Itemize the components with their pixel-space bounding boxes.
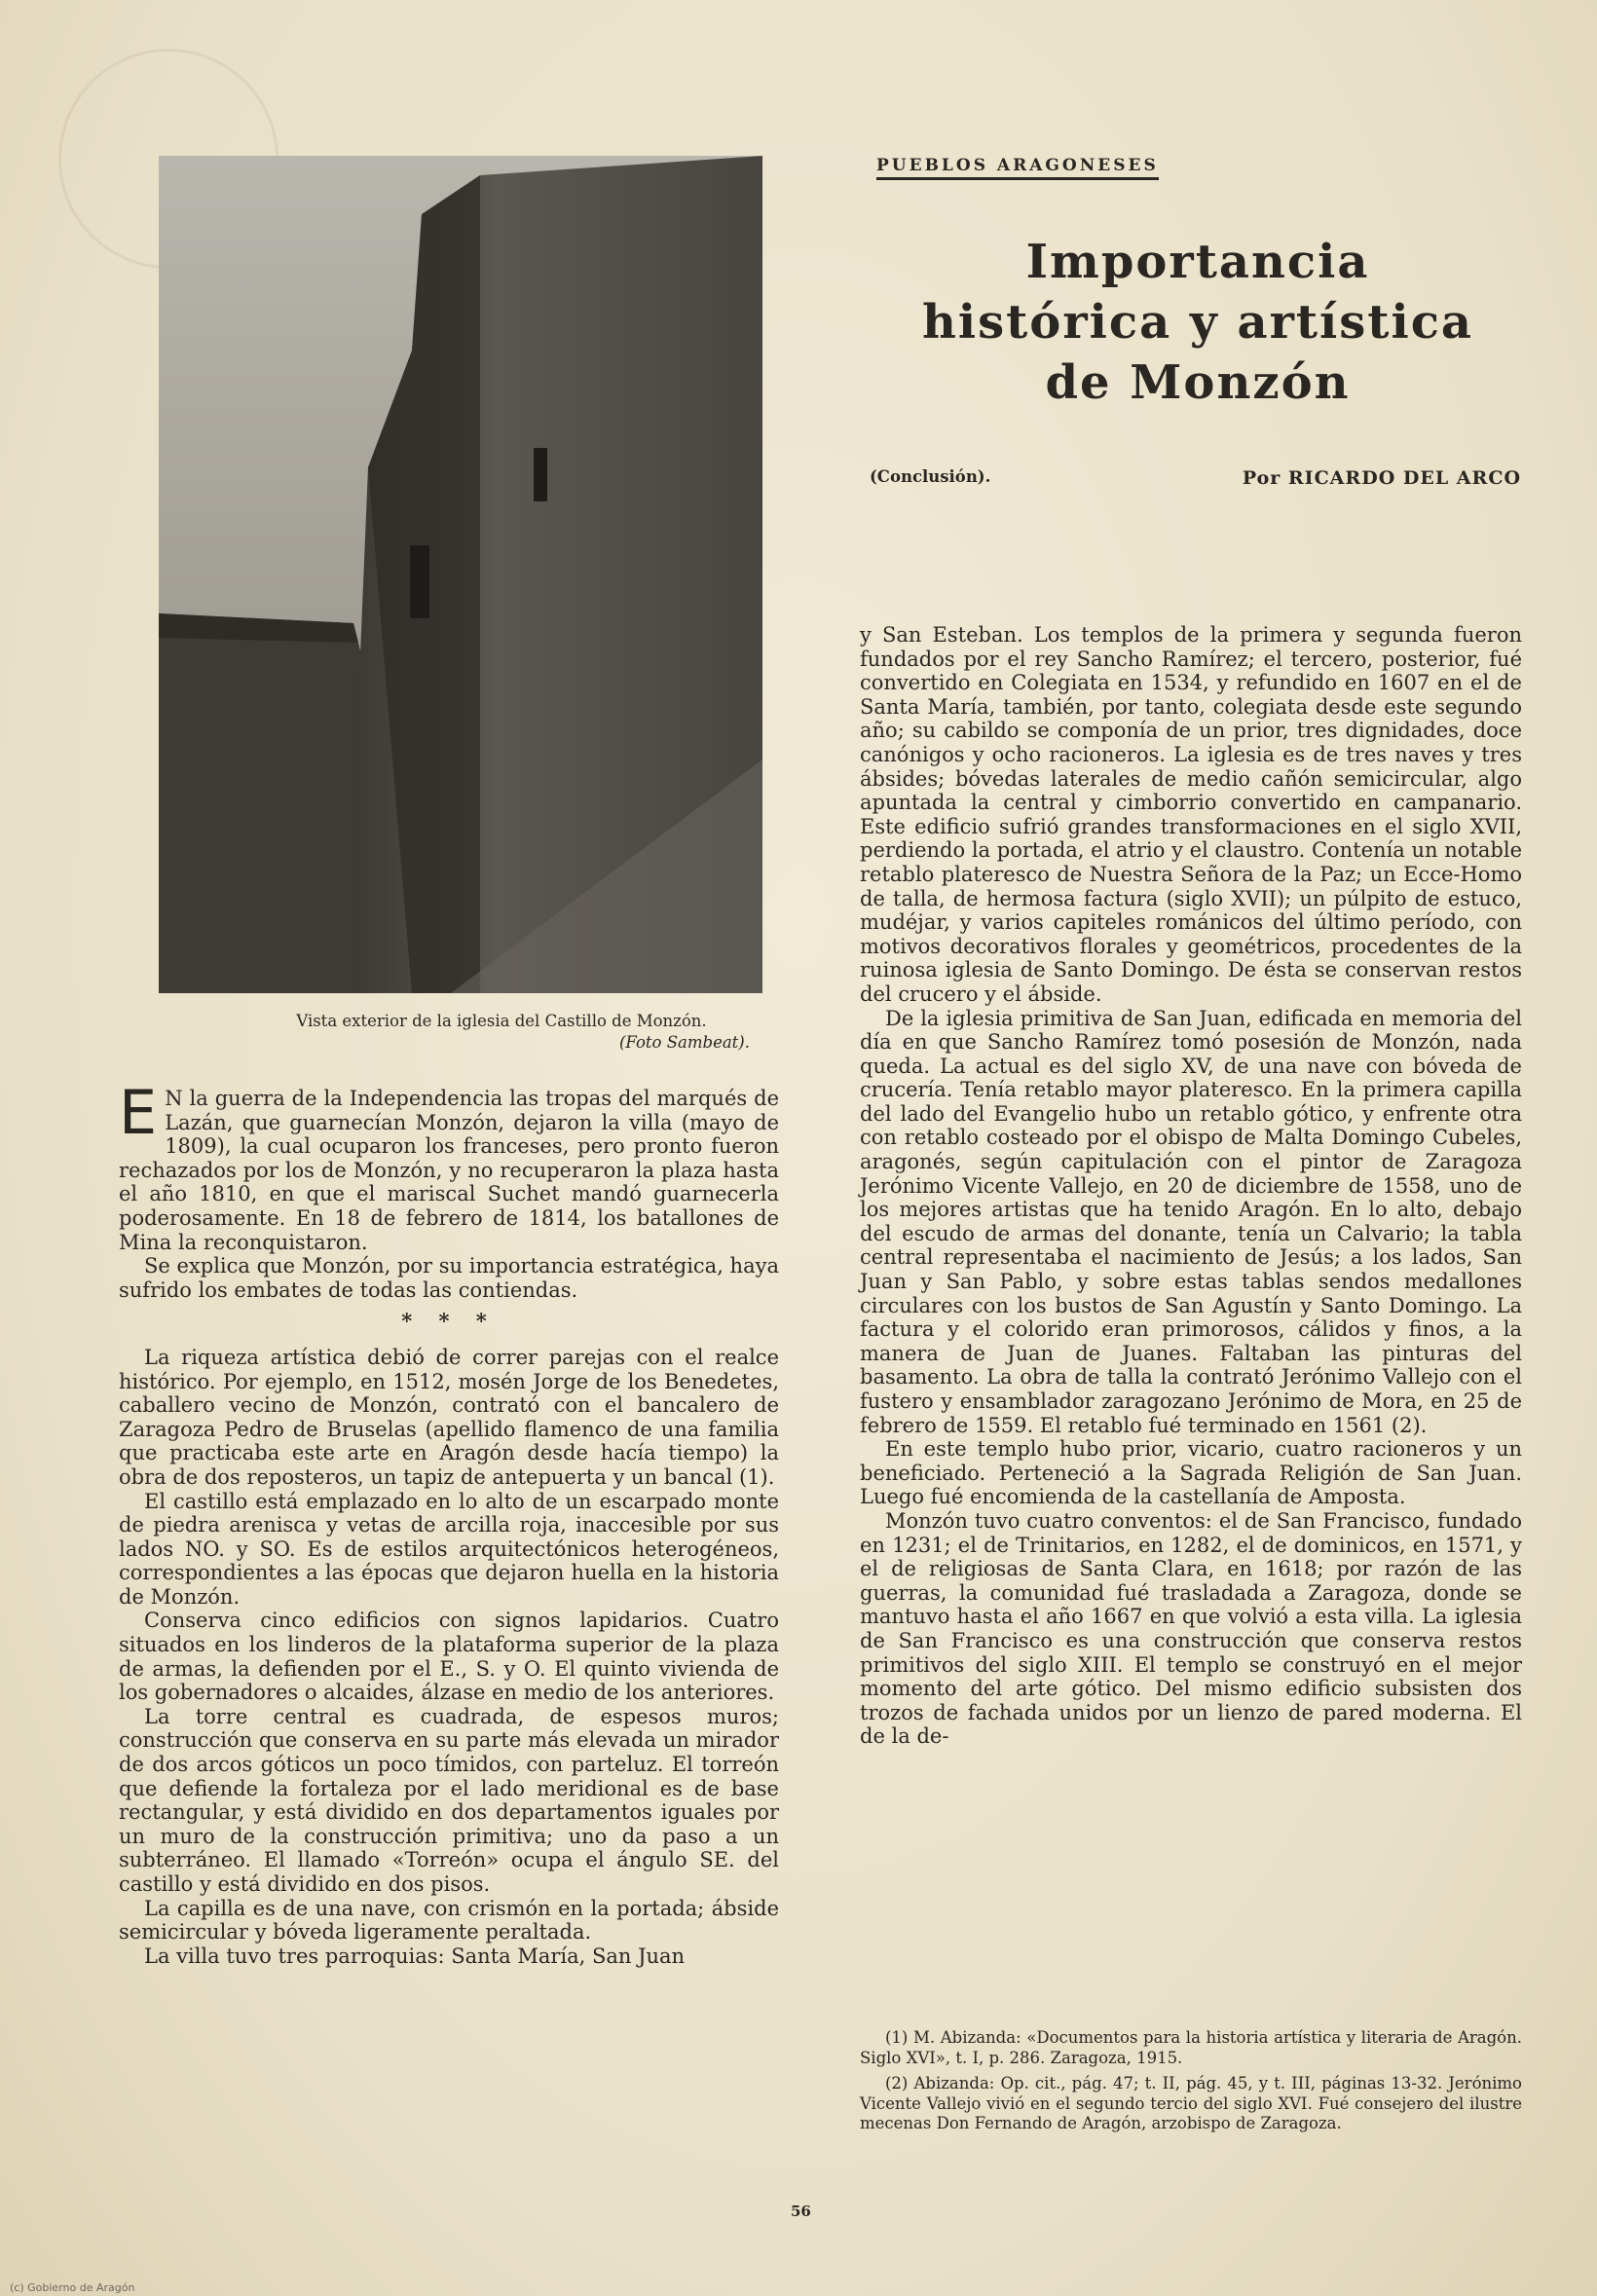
footnote-1: (1) M. Abizanda: «Documentos para la historia artística y literaria de Aragón. Siglo XVI», t. I, p. 286. Zaragoza, 1915. — [860, 2028, 1522, 2067]
footnote-2: (2) Abizanda: Op. cit., pág. 47; t. II, pág. 45, y t. III, páginas 13-32. Jerónimo Vicente Vallejo vivió en el segundo tercio del siglo XVI. Fué consejero del ilustre mecenas Don Fernando de Aragón, arzobispo de Zaragoza. — [860, 2074, 1522, 2132]
paragraph: La riqueza artística debió de correr parejas con el realce histórico. Por ejemplo, en 1512, mosén Jorge de los Benedetes, caballero vecino de Monzón, contrató con el bancalero de Zaragoza Pedro de Bruselas (apellido flamenco de una familia que practicaba este arte en Aragón desde hacía tiempo) la obra de dos reposteros, un tapiz de antepuerta y un bancal (1). — [119, 1345, 779, 1489]
photo-credit: (Foto Sambeat). — [619, 1033, 750, 1052]
article-byline: Por RICARDO DEL ARCO — [1242, 467, 1521, 489]
paragraph: De la iglesia primitiva de San Juan, edificada en memoria del día en que Sancho Ramírez tomó posesión de Monzón, nada queda. La actual es del siglo XV, de una nave con bóveda de crucería. Tenía retablo mayor plateresco. En la primera capilla del lado del Evangelio hubo un retablo gótico, y enfrente otra con retablo costeado por el obispo de Malta Domingo Cubeles, aragonés, según capitulación con el pintor de Zaragoza Jerónimo Vicente Vallejo, en 20 de diciembre de 1558, uno de los mejores artistas que ha tenido Aragón. En lo alto, debajo del escudo de armas del donante, tenía un Calvario; la tabla central representaba el nacimiento de Jesús; a los lados, San Juan y San Pablo, y sobre estas tablas sendos medallones circulares con los bustos de San Agustín y Santo Domingo. La factura y el colorido eran primorosos, cálidos y finos, a la manera de Juan de Juanes. Faltaban las pinturas del basamento. La obra de talla la contrató Jerónimo Vallejo con el fustero y ensamblador zaragozano Jerónimo de Mora, en 25 de febrero de 1559. El retablo fué terminado en 1561 (2). — [860, 1006, 1522, 1437]
title-line-2: histórica y artística — [921, 295, 1474, 350]
right-column — [860, 623, 1522, 1749]
paragraph: Monzón tuvo cuatro conventos: el de San Francisco, fundado en 1231; el de Trinitarios, en 1282, el de dominicos, en 1571, y el de religiosas de Santa Clara, en 1618; por razón de las guerras, la comunidad fué trasladada a Zaragoza, donde se mantuvo hasta el año 1667 en que volvió a esta villa. La iglesia de San Francisco es una construcción que conserva restos primitivos del siglo XIII. El templo se construyó en el mejor momento del arte gótico. Del mismo edificio subsisten dos trozos de fachada unidos por un lienzo de pared moderna. El de la de- — [860, 1508, 1522, 1749]
paragraph: Conserva cinco edificios con signos lapidarios. Cuatro situados en los linderos de la plataforma superior de la plaza de armas, la defienden por el E., S. y O. El quinto vivienda de los gobernadores o alcaides, álzase en medio de los anteriores. — [119, 1609, 779, 1705]
section-separator: * * * — [401, 1309, 497, 1334]
page-number: 56 — [791, 2203, 811, 2220]
title-line-1: Importancia — [1025, 235, 1370, 289]
paragraph: La torre central es cuadrada, de espesos muros; construcción que conserva en su parte más elevada un mirador de dos arcos góticos un poco tímidos, con parteluz. El torreón que defiende la fortaleza por el lado meridional es de base rectangular, y está dividido en dos departamentos iguales por un muro de la construcción primitiva; uno da paso a un subterráneo. El llamado «Torreón» ocupa el ángulo SE. del castillo y está dividido en dos pisos. — [119, 1704, 779, 1896]
paragraph: Se explica que Monzón, por su importancia estratégica, haya sufrido los embates de todas las contiendas. — [119, 1254, 779, 1302]
footnotes — [860, 2028, 1522, 2140]
left-column — [119, 1077, 779, 1968]
paragraph: La capilla es de una nave, con crismón en la portada; ábside semicircular y bóveda ligeramente peraltada. — [119, 1896, 779, 1944]
section-tag: PUEBLOS ARAGONESES — [876, 156, 1159, 180]
drop-cap: E — [119, 1077, 158, 1148]
article-subtitle: (Conclusión). — [870, 467, 991, 486]
paragraph: En este templo hubo prior, vicario, cuatro racioneros y un beneficiado. Perteneció a la Sagrada Religión de San Juan. Luego fué encomienda de la castellanía de Amposta. — [860, 1437, 1522, 1509]
paragraph: y San Esteban. Los templos de la primera y segunda fueron fundados por el rey Sancho Ramírez; el tercero, posterior, fué convertido en Colegiata en 1534, y refundido en 1607 en el de Santa María, también, por tanto, colegiata desde este segundo año; su cabildo se componía de un prior, tres dignidades, doce canónigos y ocho racioneros. La iglesia es de tres naves y tres ábsides; bóvedas laterales de medio cañón semicircular, algo apuntada la central y cimborrio convertido en campanario. Este edificio sufrió grandes transformaciones en el siglo XVII, perdiendo la portada, el atrio y el claustro. Contenía un notable retablo plateresco de Nuestra Señora de la Paz; un Ecce-Homo de talla, de hermosa factura (siglo XVII); un púlpito de estuco, mudéjar, y varios capiteles románicos del último período, con motivos decorativos florales y geométricos, procedentes de la ruinosa iglesia de Santo Domingo. De ésta se conservan restos del crucero y el ábside. — [860, 623, 1522, 1006]
castle-photo-image — [159, 156, 762, 993]
caption-text: Vista exterior de la iglesia del Castillo de Monzón. — [296, 1012, 707, 1030]
paragraph: La villa tuvo tres parroquias: Santa María, San Juan — [144, 1944, 686, 1968]
title-line-3: de Monzón — [1045, 355, 1351, 410]
photo-caption — [243, 1011, 760, 1054]
paragraph: El castillo está emplazado en lo alto de un escarpado monte de piedra arenisca y vetas de arcilla roja, inaccesible por sus lados NO. y SO. Es de estilos arquitectónicos heterogéneos, correspondientes a las épocas que dejaron huella en la historia de Monzón. — [119, 1489, 779, 1609]
paragraph: E N la guerra de la Independencia las tropas del marqués de Lazán, que guarnecían Monzón, dejaron la villa (mayo de 1809), la cual ocuparon los franceses, pero pronto fueron rechazados por los de Monzón, y no recuperaron la plaza hasta el año 1810, en que el mariscal Suchet mandó guarnecerla poderosamente. En 18 de febrero de 1814, los batallones de Mina la reconquistaron. — [119, 1077, 779, 1254]
copyright-credit: (c) Gobierno de Aragón — [10, 2281, 135, 2294]
article-title — [857, 232, 1539, 413]
castle-photo — [159, 156, 762, 993]
